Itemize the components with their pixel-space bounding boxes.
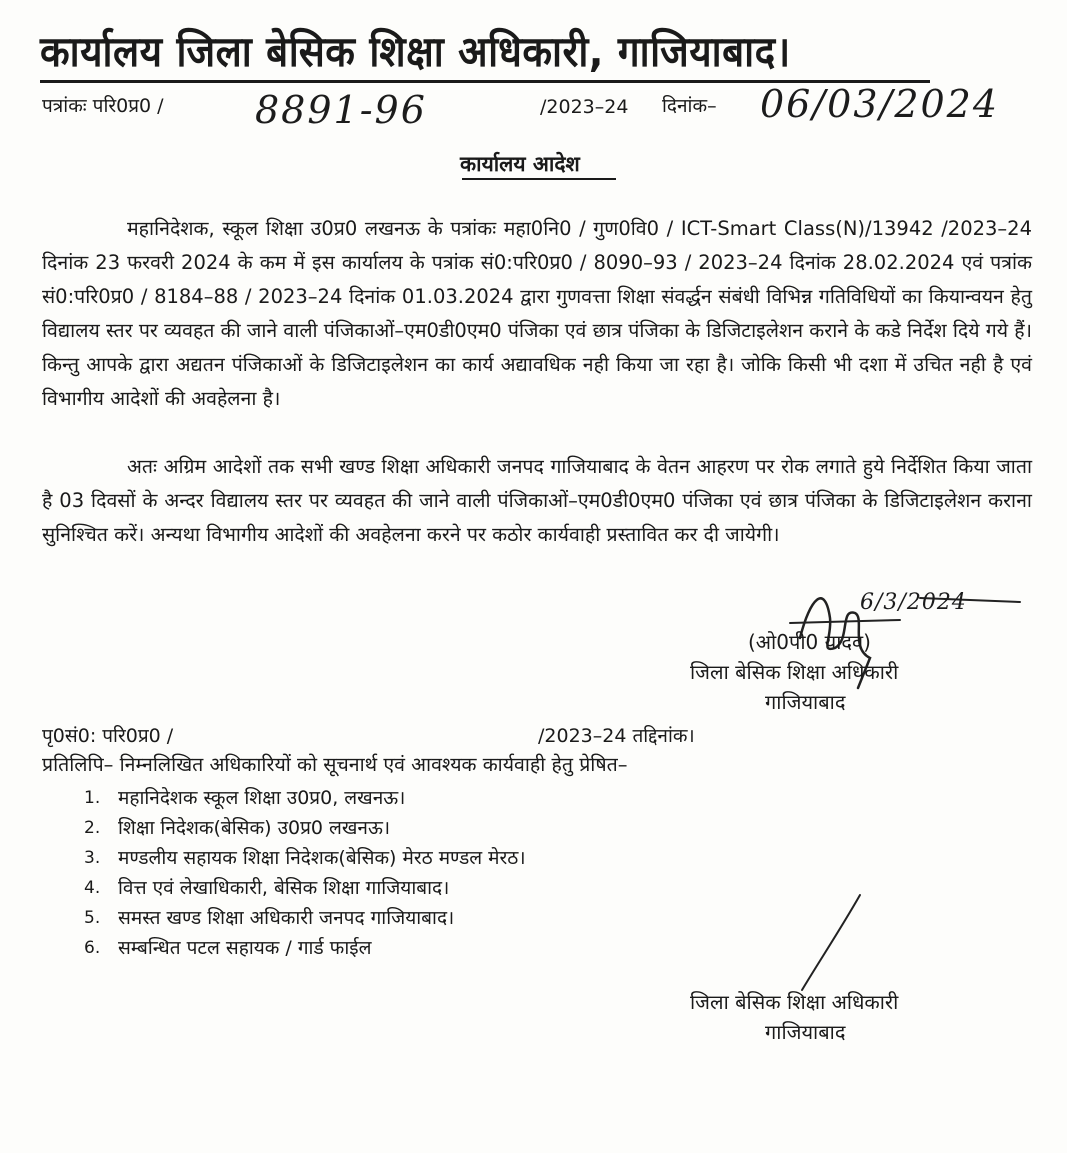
date-handwritten: 06/03/2024 <box>760 82 1000 126</box>
office-title: कार्यालय जिला बेसिक शिक्षा अधिकारी, गाजियाबाद। <box>40 27 791 76</box>
ref-year: /2023–24 <box>540 96 629 118</box>
list-item-number: 5. <box>84 908 101 928</box>
list-item: वित्त एवं लेखाधिकारी, बेसिक शिक्षा गाजियाबाद। <box>118 877 450 899</box>
list-item: महानिदेशक स्कूल शिक्षा उ0प्र0, लखनऊ। <box>118 787 406 809</box>
order-paragraph-2: अतः अग्रिम आदेशों तक सभी खण्ड शिक्षा अधिकारी जनपद गाजियाबाद के वेतन आहरण पर रोक लगाते हुये निर्देशित किया जाता है 03 दिवसों के अन्दर विद्यालय स्तर पर व्यवहत की जाने वाली पंजिकाओं–एम0डी0एम0 पंजिका एवं छात्र पंजिका के डिजिटाइलेशन कराना सुनिश्चित करें। अन्यथा विभागीय आदेशों की अवहेलना करने पर कठोर कार्यवाही प्रस्तावित कर दी जायेगी। <box>42 455 1032 546</box>
copy-intro: प्रतिलिपि– निम्नलिखित अधिकारियों को सूचनार्थ एवं आवश्यक कार्यवाही हेतु प्रेषित– <box>42 753 628 776</box>
heading-underline <box>462 178 616 180</box>
handwritten-signature-2 <box>790 890 870 1000</box>
signatory-place: गाजियाबाद <box>765 690 846 714</box>
signatory-name: (ओ0पी0 यादव) <box>748 630 871 654</box>
copy-ref-year-date: /2023–24 तद्दिनांक। <box>538 725 695 747</box>
copy-ref-prefix: पृ0सं0: परि0प्र0 / <box>42 725 174 747</box>
list-item-number: 6. <box>84 938 101 958</box>
ref-number-handwritten: 8891-96 <box>255 88 427 132</box>
list-item-number: 4. <box>84 878 101 898</box>
signatory-place-2: गाजियाबाद <box>765 1020 846 1044</box>
list-item: समस्त खण्ड शिक्षा अधिकारी जनपद गाजियाबाद। <box>118 907 455 929</box>
list-item-number: 1. <box>84 788 101 808</box>
list-item-number: 3. <box>84 848 101 868</box>
list-item: शिक्षा निदेशक(बेसिक) उ0प्र0 लखनऊ। <box>118 817 391 839</box>
order-paragraph-1: महानिदेशक, स्कूल शिक्षा उ0प्र0 लखनऊ के पत्रांकः महा0नि0 / गुण0वि0 / ICT-Smart Class(N)/13942 /2023–24 दिनांक 23 फरवरी 2024 के कम में इस कार्यालय के पत्रांक सं0:परि0प्र0 / 8090–93 / 2023–24 दिनांक 28.02.2024 एवं पत्रांक सं0:परि0प्र0 / 8184–88 / 2023–24 दिनांक 01.03.2024 द्वारा गुणवत्ता शिक्षा संवर्द्धन संबंधी विभिन्न गतिविधियों का कियान्वयन हेतु विद्यालय स्तर पर व्यवहत की जाने वाली पंजिकाओं–एम0डी0एम0 पंजिका एवं छात्र पंजिका के डिजिटाइलेशन कराने के कडे निर्देश दिये गये हैं। किन्तु आपके द्वारा अद्यतन पंजिकाओं के डिजिटाइलेशन का कार्य अद्यावधिक नही किया जा रहा है। जोकि किसी भी दशा में उचित नही है एवं विभागीय आदेशों की अवहेलना है। <box>42 217 1032 410</box>
signature-date-handwritten: 6/3/2024 <box>860 590 967 615</box>
signatory-designation: जिला बेसिक शिक्षा अधिकारी <box>690 660 899 684</box>
order-heading: कार्यालय आदेश <box>460 152 580 176</box>
ref-prefix: पत्रांकः परि0प्र0 / <box>42 95 164 117</box>
date-label: दिनांक– <box>662 95 717 117</box>
list-item-number: 2. <box>84 818 101 838</box>
list-item: मण्डलीय सहायक शिक्षा निदेशक(बेसिक) मेरठ मण्डल मेरठ। <box>118 847 526 869</box>
list-item: सम्बन्धित पटल सहायक / गार्ड फाईल <box>118 937 372 959</box>
signatory-designation-2: जिला बेसिक शिक्षा अधिकारी <box>690 990 899 1014</box>
